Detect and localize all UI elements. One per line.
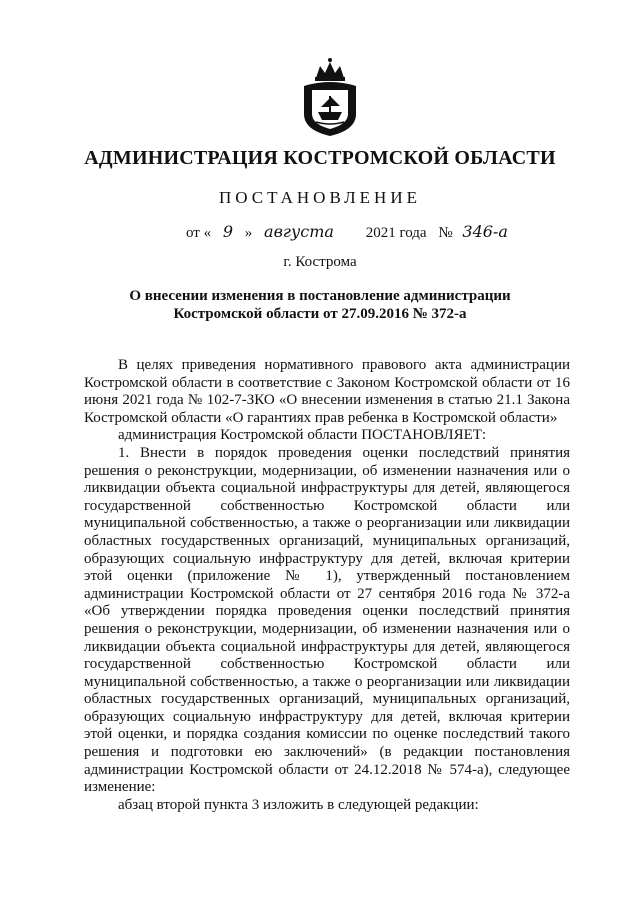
date-from-label: от « [186,225,212,241]
date-day: 9 [222,222,234,241]
city: г. Кострома [283,254,357,270]
date-month: августа [264,222,334,241]
subject-line-1: О внесении изменения в постановление администрации [129,288,511,304]
number-label: № [438,225,453,241]
date-close-quote: » [244,225,253,241]
document-number: 346-а [462,222,508,241]
coat-of-arms-icon [298,56,362,138]
document-type: ПОСТАНОВЛЕНИЕ [218,188,421,207]
organization-title: АДМИНИСТРАЦИЯ КОСТРОМСКОЙ ОБЛАСТИ [84,147,556,169]
body-paragraph: В целях приведения нормативного правового акта администрации Костромской области в соответствие с Законом Костромской области от 16 июня 2021 года № 102-7-ЗКО «О внесении изменения в статью 21.1 Закона Костромской области «О гарантиях прав ребенка в Костромской области» [84,357,570,426]
date-year: 2021 года [365,225,427,241]
subject-line-2: Костромской области от 27.09.2016 № 372-а [173,306,467,322]
body-paragraph: администрация Костромской области ПОСТАНОВЛЯЕТ: [118,427,487,444]
document-body [84,357,570,814]
body-paragraph: 1. Внести в порядок проведения оценки последствий принятия решения о реконструкции, модернизации, об изменении назначения или о ликвидации объекта социальной инфраструктуры для детей, являющегося государственной собственностью Костромской области или муниципальной собственностью, а также о реорганизации или ликвидации областных государственных организаций, муниципальных организаций, образующих социальную инфраструктуру для детей, включая критерии этой оценки (приложение № 1), утвержденный постановлением администрации Костромской области от 27 сентября 2016 года № 372-а «Об утверждении порядка проведения оценки последствий принятия решения о реконструкции, модернизации, об изменении назначения или о ликвидации объекта социальной инфраструктуры для детей, являющегося государственной собственностью Костромской области или муниципальной собственностью, а также о реорганизации или ликвидации областных государственных организаций, муниципальных организаций, образующих социальную инфраструктуру для детей, включая критерии этой оценки, и порядка создания комиссии по оценке последствий такого решения и подготовки ею заключений» (в редакции постановления администрации Костромской области от 24.12.2018 № 574-а), следующее изменение: [84,444,570,796]
document-subject [80,287,560,323]
body-paragraph: абзац второй пункта 3 изложить в следующей редакции: [118,796,479,813]
date-line [186,222,508,242]
